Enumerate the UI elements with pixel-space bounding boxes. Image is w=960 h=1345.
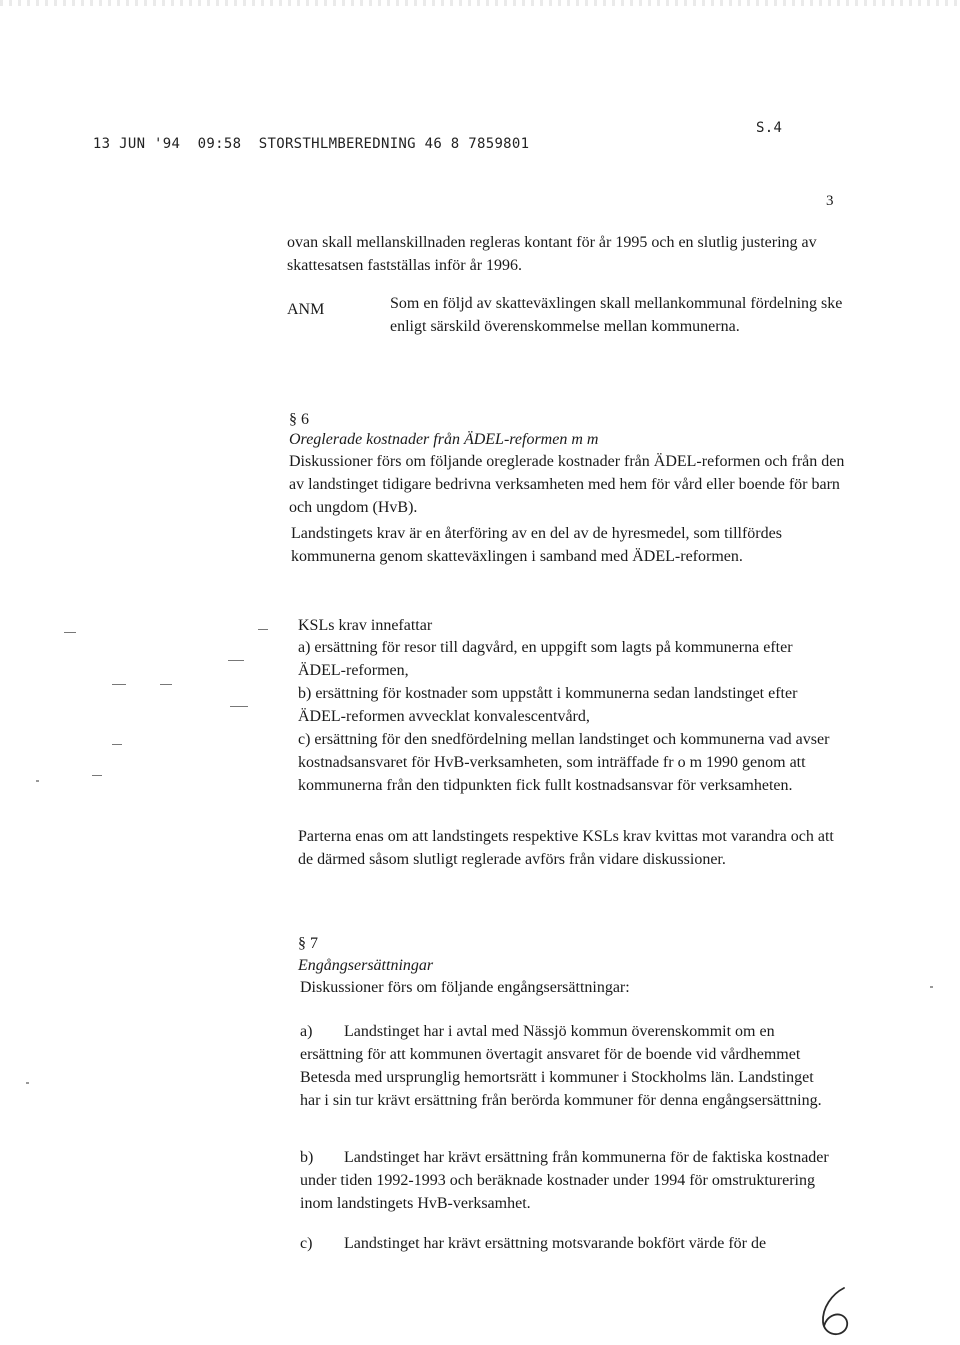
anm-text: Som en följd av skatteväxlingen skall mellankommunal fördelning ske enligt särskild överenskommelse mellan kommunerna. (390, 295, 843, 335)
scan-noise-strip (0, 0, 960, 6)
scan-artifact-dash (64, 632, 76, 633)
scan-artifact-dash (160, 684, 172, 685)
engangs-item-c-text: Landstinget har krävt ersättning motsvarande bokfört värde för de (344, 1235, 767, 1252)
parterna-paragraph: Parterna enas om att landstingets respektive KSLs krav kvittas mot varandra och att de därmed såsom slutligt reglerade avförs från vidare diskussioner. (298, 828, 834, 868)
section-6-body: Diskussioner förs om följande oreglerade kostnader från ÄDEL-reformen och från den av landstinget tidigare bedrivna verksamheten med hem för vård eller boende för barn och ungdom (HvB). (289, 453, 845, 516)
scan-artifact-dash (258, 629, 268, 630)
landsting-paragraph: Landstingets krav är en återföring av en del av de hyresmedel, som tillfördes kommunerna genom skatteväxlingen i samband med ÄDEL-reformen. (291, 525, 782, 565)
scan-artifact-speck (930, 986, 933, 988)
engangs-item-a (300, 1020, 835, 1112)
scan-artifact-dash (92, 775, 102, 776)
page-number: 3 (826, 193, 834, 209)
ksls-item-c: c) ersättning för den snedfördelning mellan landstinget och kommunerna vad avser kostnadsansvaret för HvB-verksamheten, som inträffade fr o m 1990 genom att kommunerna från den tidpunkten fick fullt kostnadsansvar för verksamheten. (298, 731, 830, 794)
handwritten-page-mark (814, 1284, 858, 1340)
fax-header-line: 13 JUN '94 09:58 STORSTHLMBEREDNING 46 8 7859801 (92, 136, 530, 152)
section-7-mark: § 7 (298, 935, 318, 952)
anm-label: ANM (287, 301, 325, 318)
scan-artifact-dash (230, 706, 248, 707)
engangs-item-c (300, 1232, 835, 1255)
ksls-item-b: b) ersättning för kostnader som uppstått i kommunerna sedan landstinget efter ÄDEL-reformen avvecklat konvalescentvård, (298, 685, 798, 725)
engangs-item-a-text: Landstinget har i avtal med Nässjö kommun överenskommit om en ersättning för att kommunen övertagit ansvaret för de boende vid vårdhemmet Betesda med ursprunglig hemortsrätt i kommuner i Stockholms län. Landstinget har i sin tur krävt ersättning från berörda kommuner för denna engångsersättning. (300, 1023, 822, 1109)
section-7-title: Engångsersättningar (298, 957, 434, 974)
section-7-body: Diskussioner förs om följande engångsersättningar: (300, 979, 630, 996)
ksls-title: KSLs krav innefattar (298, 617, 433, 634)
section-6-mark: § 6 (289, 411, 309, 428)
scan-artifact-dash (228, 660, 244, 661)
engangs-item-b-label: b) (300, 1149, 314, 1166)
section-6-title: Oreglerade kostnader från ÄDEL-reformen m m (289, 431, 599, 448)
scan-artifact-dash (112, 744, 122, 745)
intro-paragraph: ovan skall mellanskillnaden regleras kontant för år 1995 och en slutlig justering av skattesatsen fastställas inför år 1996. (287, 234, 817, 274)
scan-artifact-dash (112, 684, 126, 685)
engangs-item-a-label: a) (300, 1023, 313, 1040)
engangs-item-b-text: Landstinget har krävt ersättning från kommunerna för de faktiska kostnader under tiden 1992-1993 och beräknade kostnader under 1994 för omstrukturering inom landstingets HvB-verksamhet. (300, 1149, 829, 1212)
engangs-item-b (300, 1146, 835, 1215)
engangs-item-c-label: c) (300, 1235, 313, 1252)
ksls-item-a: a) ersättning för resor till dagvård, en uppgift som lagts på kommunerna efter ÄDEL-reformen, (298, 639, 793, 679)
fax-page-ref: S.4 (756, 120, 783, 136)
scan-artifact-speck (26, 1082, 29, 1084)
fax-header (58, 120, 788, 184)
scan-artifact-speck (36, 780, 39, 782)
